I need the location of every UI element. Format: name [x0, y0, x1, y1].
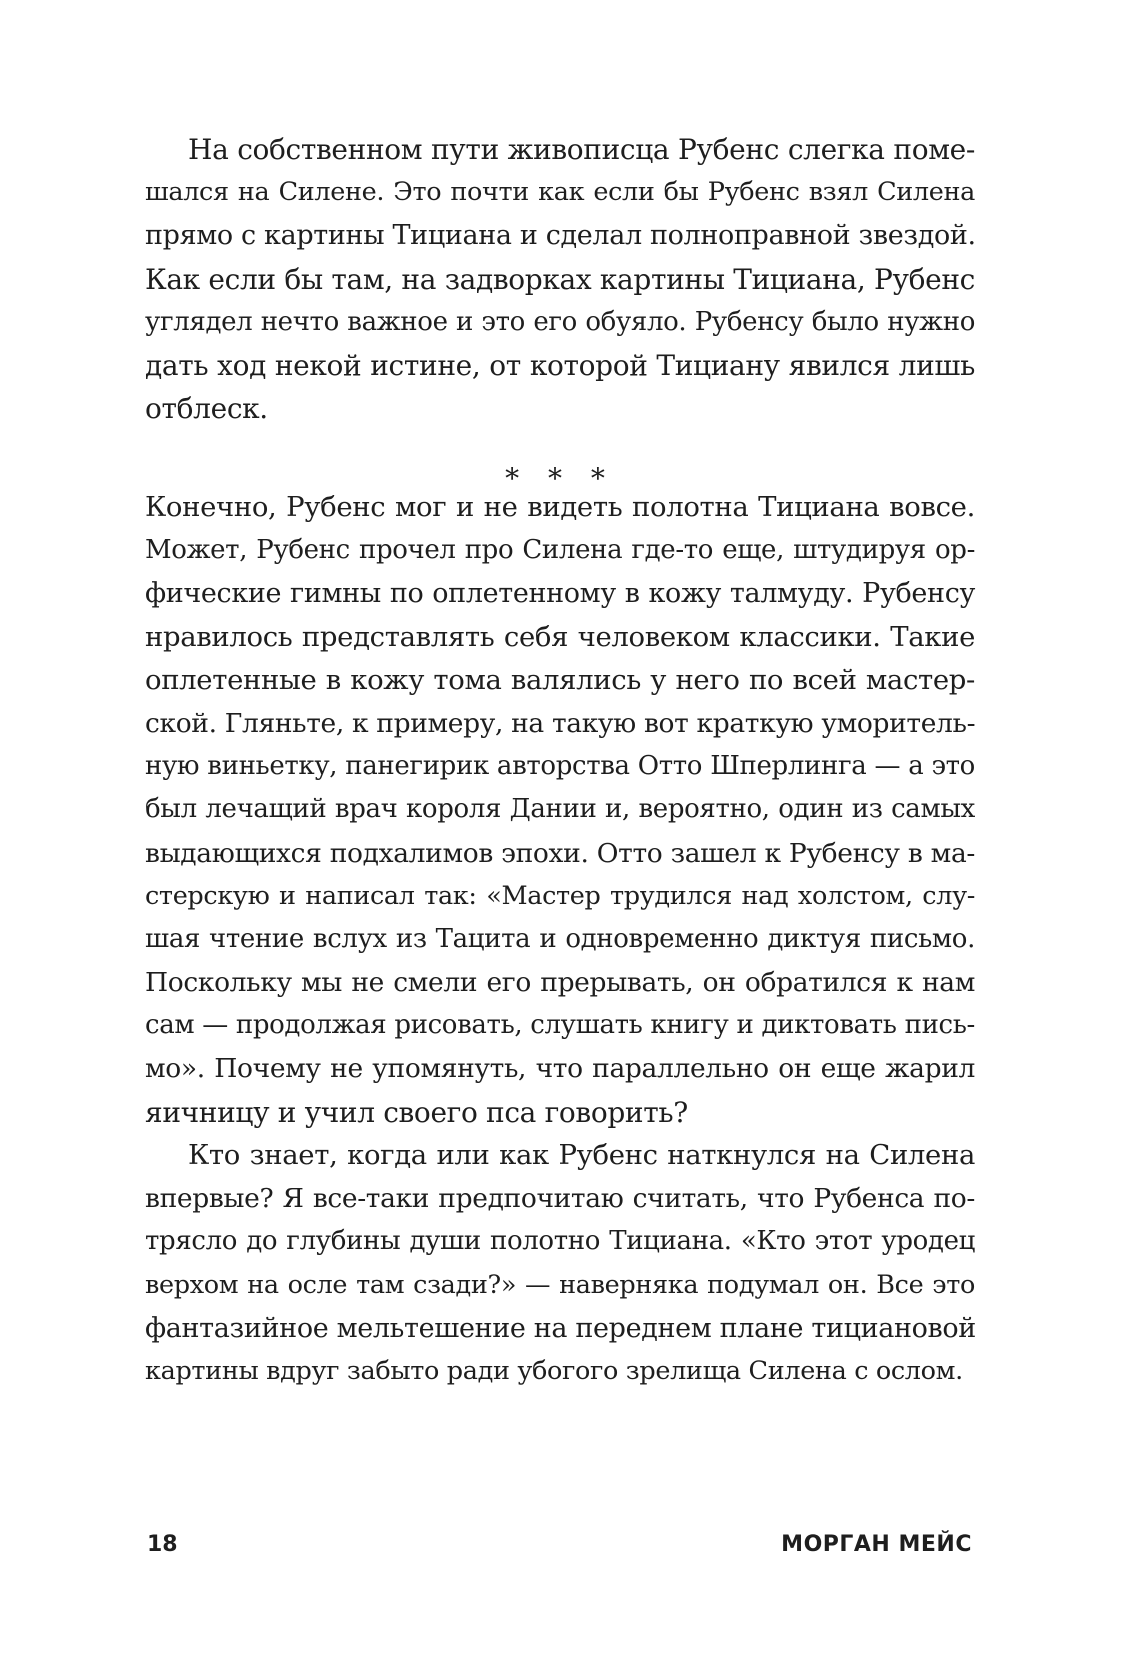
text-line: дать ход некой истине, от которой Тициану явился лишь — [145, 348, 975, 382]
text-line: Может, Рубенс прочел про Силена где-то еще, штудируя ор- — [145, 535, 975, 566]
text-line: впервые? Я все-таки предпочитаю считать, что Рубенса по- — [145, 1183, 975, 1215]
text-line: шая чтение вслух из Тацита и одновременно диктуя письмо. — [145, 923, 975, 954]
text-line: стерскую и написал так: «Мастер трудился над холстом, слу- — [145, 880, 975, 911]
text-line: фические гимны по оплетенному в кожу талмуду. Рубенсу — [145, 578, 975, 610]
text-line: мо». Почему не упомянуть, что параллельно он еще жарил — [145, 1053, 975, 1085]
text-line: картины вдруг забыто ради убогого зрелища Силена с ослом. — [145, 1355, 963, 1386]
text-line: ную виньетку, панегирик авторства Отто Шперлинга — а это — [145, 751, 975, 782]
section-separator: * * * — [505, 462, 615, 495]
text-line: был лечащий врач короля Дании и, вероятно, один из самых — [145, 794, 975, 825]
text-line: На собственном пути живописца Рубенс слегка поме- — [188, 133, 975, 166]
text-line: отблеск. — [145, 392, 268, 426]
text-line: углядел нечто важное и это его обуяло. Рубенсу было нужно — [145, 306, 975, 337]
running-header-author: МОРГАН МЕЙС — [781, 1532, 972, 1557]
text-line: верхом на осле там сзади?» — наверняка подумал он. Все это — [145, 1269, 975, 1300]
text-line: Поскольку мы не смели его прерывать, он обратился к нам — [145, 967, 975, 999]
text-line: яичницу и учил своего пса говорить? — [145, 1095, 688, 1129]
text-line: нравилось представлять себя человеком классики. Такие — [145, 620, 975, 653]
text-line: Конечно, Рубенс мог и не видеть полотна Тициана вовсе. — [145, 491, 975, 523]
text-line: шался на Силене. Это почти как если бы Рубенс взял Силена — [145, 177, 975, 208]
text-line: Как если бы там, на задворках картины Тициана, Рубенс — [145, 262, 975, 296]
text-line: выдающихся подхалимов эпохи. Отто зашел к Рубенсу в ма- — [145, 837, 975, 869]
paragraph-3 — [145, 1134, 975, 1393]
page-number: 18 — [147, 1532, 178, 1557]
paragraph-2 — [145, 486, 975, 1134]
text-line: ской. Гляньте, к примеру, на такую вот краткую уморитель- — [145, 707, 976, 739]
text-line: фантазийное мельтешение на переднем плане тициановой — [145, 1312, 976, 1344]
paragraph-1 — [145, 128, 975, 430]
text-line: трясло до глубины души полотно Тициана. «Кто этот уродец — [145, 1226, 975, 1257]
text-line: прямо с картины Тициана и сделал полноправной звездой. — [145, 220, 976, 252]
text-line: сам — продолжая рисовать, слушать книгу и диктовать пись- — [145, 1010, 975, 1041]
text-line: оплетенные в кожу тома валялись у него по всей мастер- — [145, 663, 975, 696]
text-line: Кто знает, когда или как Рубенс наткнулся на Силена — [188, 1139, 975, 1171]
